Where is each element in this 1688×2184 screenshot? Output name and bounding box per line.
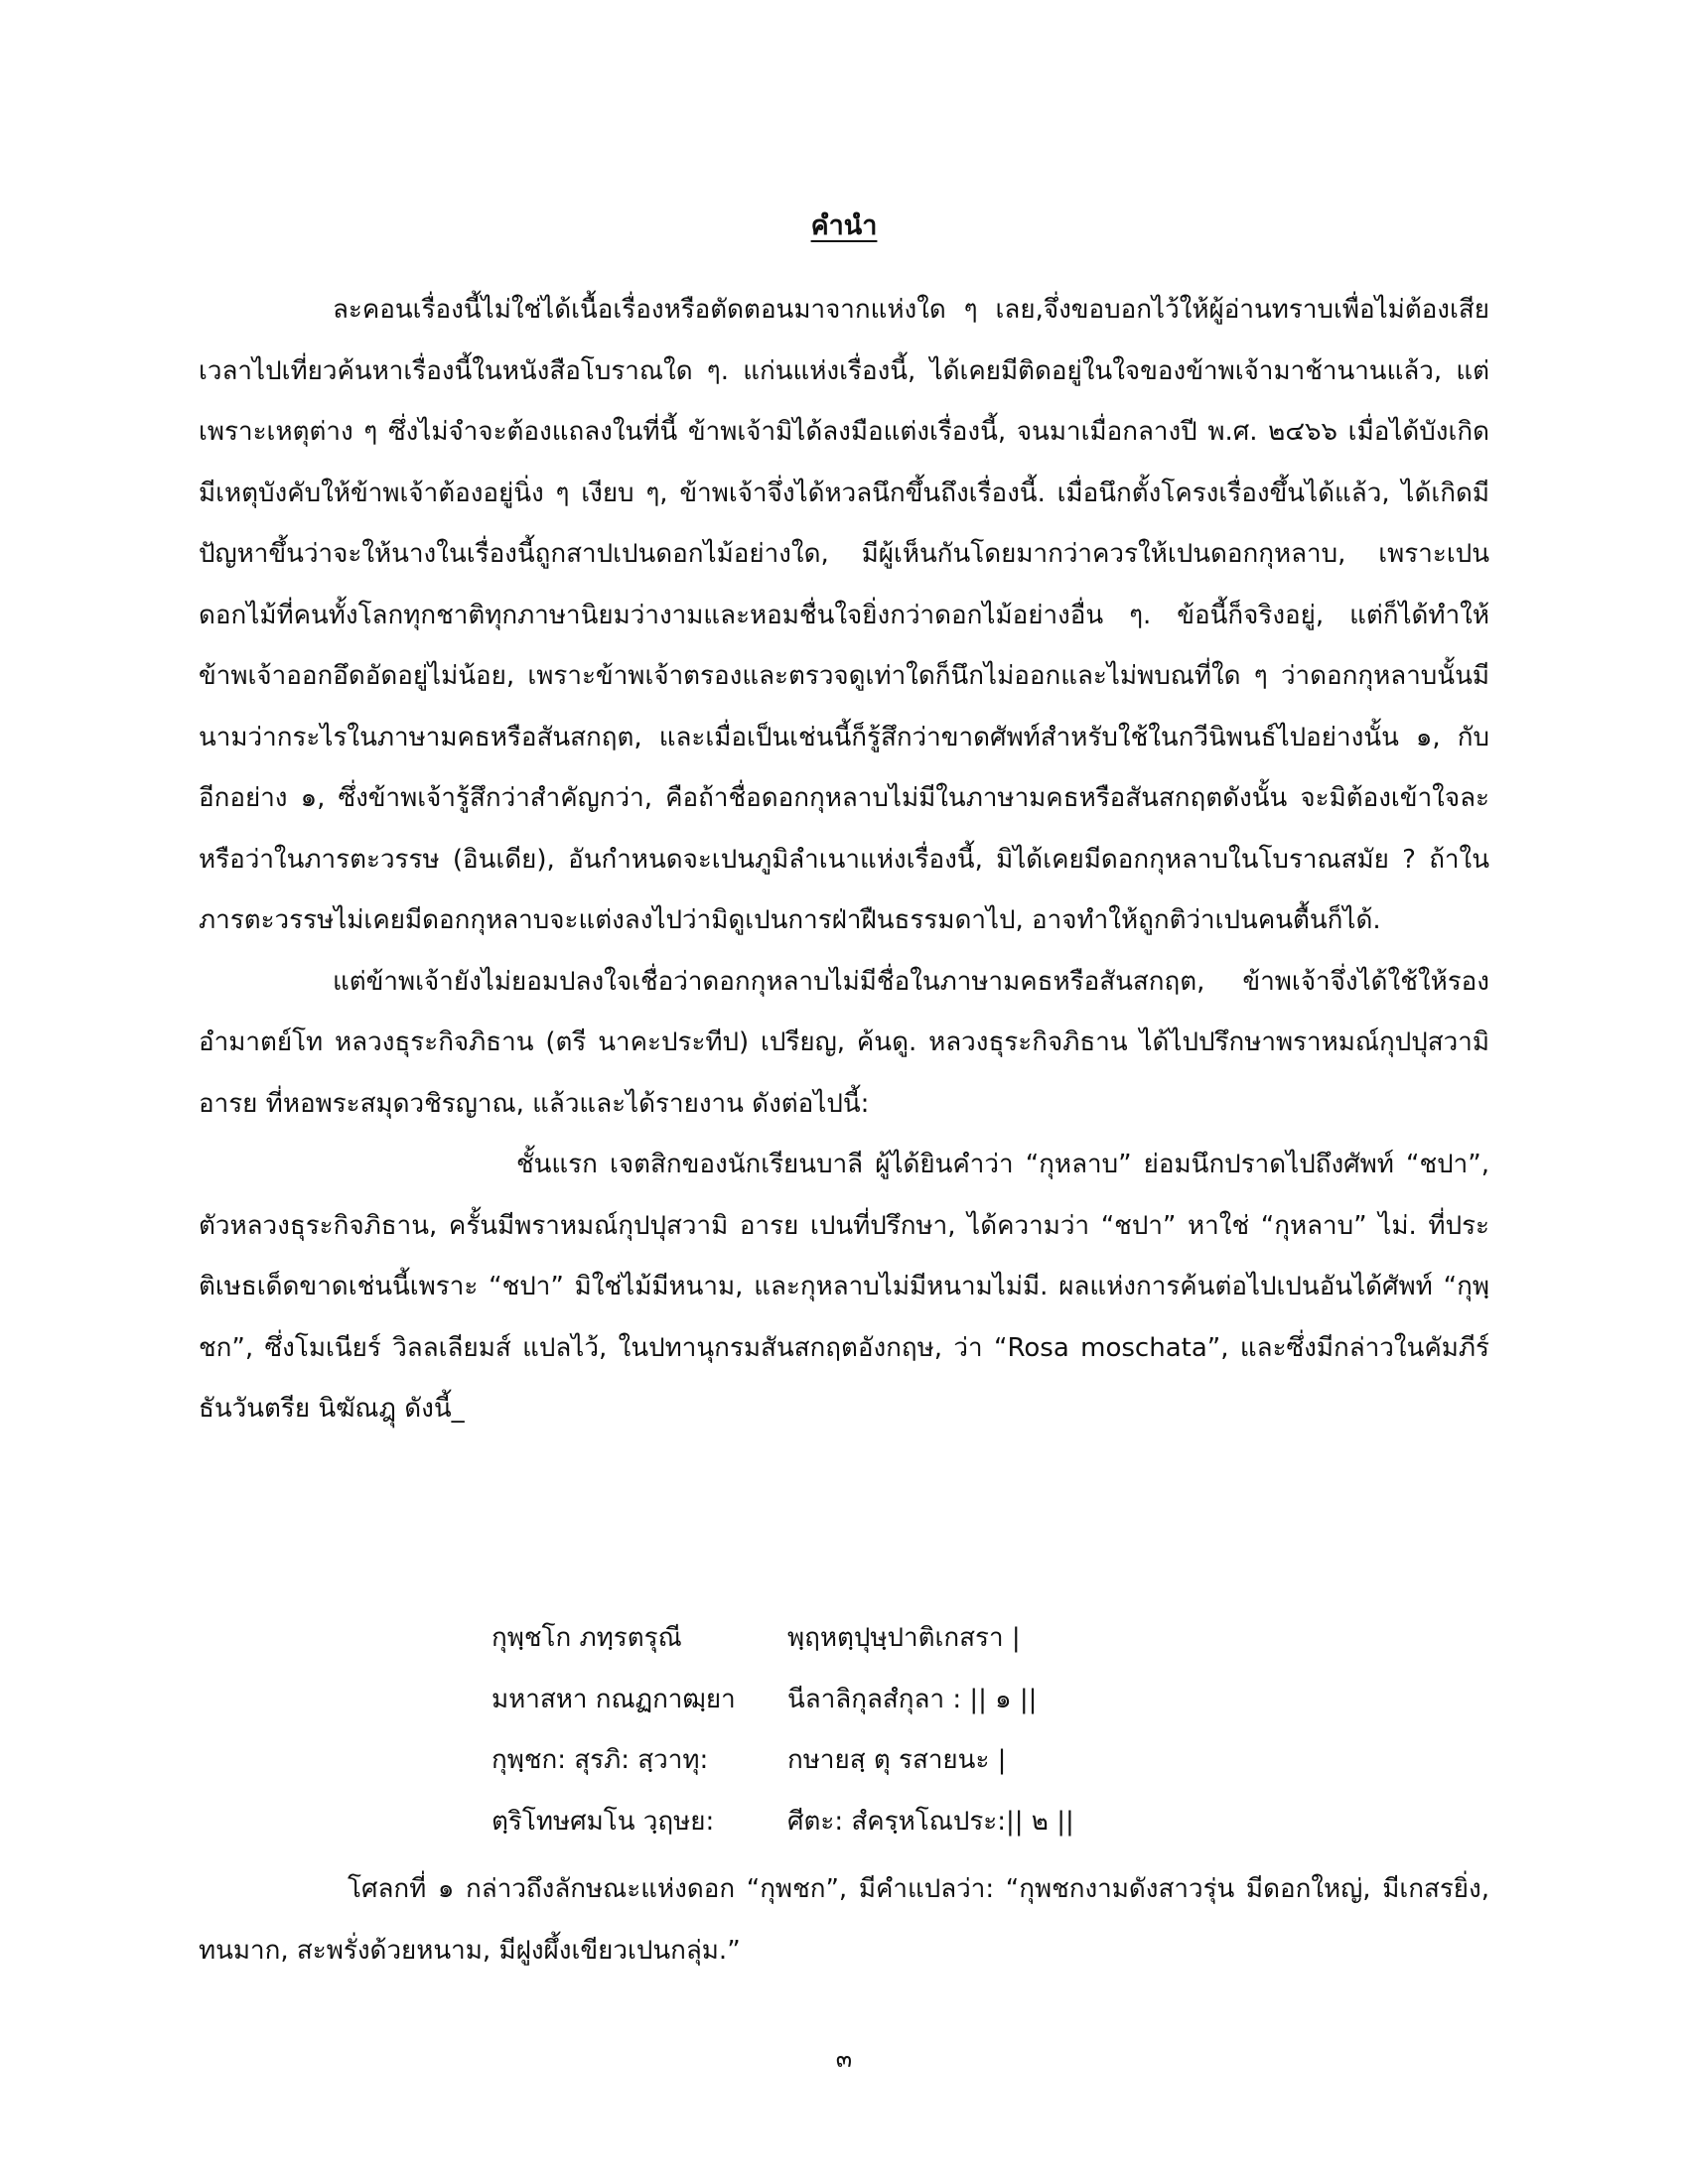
verse-line-first-half: กุพฺชโก ภทฺรตรุณี — [492, 1623, 682, 1653]
page-number: ๓ — [835, 2045, 853, 2073]
verse-line-second-half: พฺฤหตฺปุษฺปาติเกสรา | — [787, 1623, 1021, 1653]
verse-line-first-half: กุพฺชก: สุรภิ: สฺวาทุ: — [492, 1745, 709, 1775]
paragraph-2: แต่ข้าพเจ้ายังไม่ยอมปลงใจเชื่อว่าดอกกุหลาบไม่มีชื่อในภาษามคธหรือสันสกฤต, ข้าพเจ้าจึ่งได้ใช้ให้รองอำมาตย์โท หลวงธุระกิจภิธาน (ตรี นาคะประทีป) เปรียญ, ค้นดู. หลวงธุระกิจภิธาน ได้ไปปรึกษาพราหมณ์กุปปุสวามิ อารย ที่หอพระสมุดวชิรญาณ, แล้วและได้รายงาน ดังต่อไปนี้: — [199, 966, 1489, 1119]
verse-line-first-half: มหาสหา กณฏกาฒฺยา — [492, 1684, 736, 1714]
closing-body — [199, 1859, 1489, 1981]
verse-line-second-half: นีลาลิกุลสํกุลา : || ๑ || — [787, 1684, 1038, 1714]
page-title: คำนำ — [810, 210, 878, 241]
verse-line — [199, 1670, 1489, 1731]
verse-line-second-half: ศีตะ: สํครฺหโณประ:|| ๒ || — [787, 1806, 1074, 1837]
intro-body — [199, 280, 1489, 1440]
closing-paragraph: โศลกที่ ๑ กล่าวถึงลักษณะแห่งดอก “กุพชก”, มีคำแปลว่า: “กุพชกงามดังสาวรุ่น มีดอกใหญ่, มีเกสรยิ่ง, ทนมาก, สะพรั่งด้วยหนาม, มีฝูงผึ้งเขียวเปนกลุ่ม.” — [199, 1874, 1489, 1966]
verse-line-second-half: กษายสฺ ตุ รสายนะ | — [787, 1745, 1007, 1775]
verse-line — [199, 1608, 1489, 1670]
paragraph-1: ละคอนเรื่องนี้ไม่ใช่ได้เนื้อเรื่องหรือตัดตอนมาจากแห่งใด ๆ เลย,จึ่งขอบอกไว้ให้ผู้อ่านทราบเพื่อไม่ต้องเสียเวลาไปเที่ยวค้นหาเรื่องนี้ในหนังสือโบราณใด ๆ. แก่นแห่งเรื่องนี้, ได้เคยมีติดอยู่ในใจของข้าพเจ้ามาช้านานแล้ว, แต่เพราะเหตุต่าง ๆ ซึ่งไม่จำจะต้องแถลงในที่นี้ ข้าพเจ้ามิได้ลงมือแต่งเรื่องนี้, จนมาเมื่อกลางปี พ.ศ. ๒๔๖๖ เมื่อได้บังเกิดมีเหตุบังคับให้ข้าพเจ้าต้องอยู่นิ่ง ๆ เงียบ ๆ, ข้าพเจ้าจึ่งได้หวลนึกขึ้นถึงเรื่องนี้. เมื่อนึกตั้งโครงเรื่องขึ้นได้แล้ว, ได้เกิดมีปัญหาขึ้นว่าจะให้นางในเรื่องนี้ถูกสาปเปนดอกไม้อย่างใด, มีผู้เห็นกันโดยมากว่าควรให้เปนดอกกุหลาบ, เพราะเปนดอกไม้ที่คนทั้งโลกทุกชาติทุกภาษานิยมว่างามและหอมชื่นใจยิ่งกว่าดอกไม้อย่างอื่น ๆ. ข้อนี้ก็จริงอยู่, แต่ก็ได้ทำให้ข้าพเจ้าออกอึดอัดอยู่ไม่น้อย, เพราะข้าพเจ้าตรองและตรวจดูเท่าใดก็นึกไม่ออกและไม่พบณที่ใด ๆ ว่าดอกกุหลาบนั้นมีนามว่ากระไรในภาษามคธหรือสันสกฤต, และเมื่อเป็นเช่นนี้ก็รู้สึกว่าขาดศัพท์สำหรับใช้ในกวีนิพนธ์ไปอย่างนั้น ๑, กับอีกอย่าง ๑, ซึ่งข้าพเจ้ารู้สึกว่าสำคัญกว่า, คือถ้าชื่อดอกกุหลาบไม่มีในภาษามคธหรือสันสกฤตดังนั้น จะมิต้องเข้าใจละหรือว่าในภารตะวรรษ (อินเดีย), อันกำหนดจะเปนภูมิลำเนาแห่งเรื่องนี้, มิได้เคยมีดอกกุหลาบในโบราณสมัย ? ถ้าในภารตะวรรษไม่เคยมีดอกกุหลาบจะแต่งลงไปว่ามิดูเปนการฝ่าฝืนธรรมดาไป, อาจทำให้ถูกติว่าเปนคนตื้นก็ได้. — [199, 295, 1490, 935]
paragraph-3: ชั้นแรก เจตสิกของนักเรียนบาลี ผู้ได้ยินคำว่า “กุหลาบ” ย่อมนึกปราดไปถึงศัพท์ “ชปา”, ตัวหลวงธุระกิจภิธาน, ครั้นมีพราหมณ์กุปปุสวามิ อารย เปนที่ปรึกษา, ได้ความว่า “ชปา” หาใช่ “กุหลาบ” ไม่. ที่ประติเษธเด็ดขาดเช่นนี้เพราะ “ชปา” มิใช่ไม้มีหนาม, และกุหลาบไม่มีหนามไม่มี. ผลแห่งการค้นต่อไปเปนอันได้ศัพท์ “กุพฺชก”, ซึ่งโมเนียร์ วิลลเลียมส์ แปลไว้, ในปทานุกรมสันสกฤตอังกฤษ, ว่า “Rosa moschata”, และซึ่งมีกล่าวในคัมภีร์ธันวันตรีย นิฆัณฎุ ดังนี้_ — [199, 1150, 1489, 1424]
verse-line — [199, 1730, 1489, 1792]
verse-line — [199, 1792, 1489, 1853]
verse-line-first-half: ตฺริโทษศมโน วฺฤษย: — [492, 1806, 715, 1837]
sanskrit-verse — [199, 1608, 1489, 1852]
